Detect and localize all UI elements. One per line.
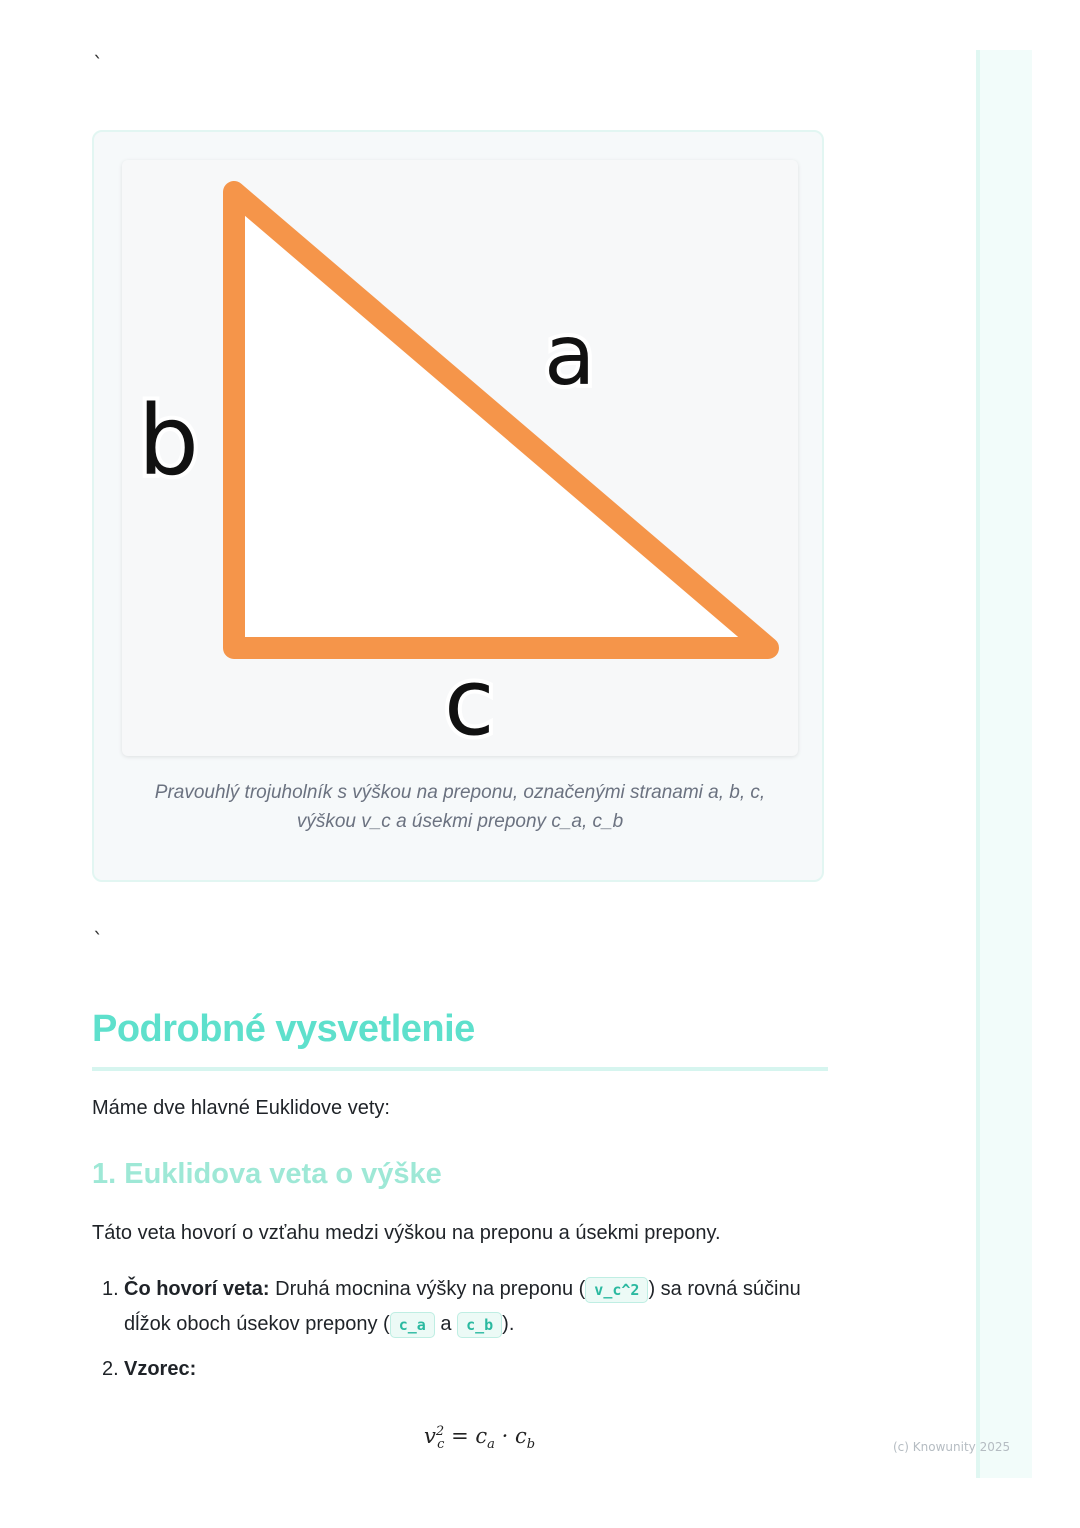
heading-underline [92,1067,828,1071]
formula-v: v [424,1424,436,1448]
page-side-strip [976,50,1032,1478]
list-text: ) sa rovná súčinu dĺžok oboch úsekov prepony ( [124,1278,801,1335]
subsection-heading: 1. Euklidova veta o výške [92,1158,442,1190]
figure-card [92,130,824,882]
copyright-footer: (c) Knowunity 2025 [893,1440,1011,1454]
formula-ca: c [475,1424,488,1448]
stray-backtick-top: ` [92,52,105,76]
figure-caption [124,778,796,836]
stray-backtick-mid: ` [92,928,105,952]
inline-code: c_b [457,1312,502,1338]
formula-eq: = [444,1424,476,1448]
caption-line-1: Pravouhlý trojuholník s výškou na preponu, označenými stranami a, b, c, [154,782,766,803]
label-c: c [444,649,495,756]
caption-line-2: výškou v_c a úsekmi prepony c_a, c_b [296,811,624,832]
subsection-paragraph: Táto veta hovorí o vzťahu medzi výškou na preponu a úsekmi prepony. [92,1222,721,1244]
list-number: 2. [102,1358,119,1380]
formula-sub: a [487,1437,495,1453]
intro-paragraph: Máme dve hlavné Euklidove vety: [92,1097,390,1119]
inline-code: v_c^2 [585,1277,648,1303]
label-b: b [138,385,199,497]
section-heading: Podrobné vysvetlenie [92,1008,475,1050]
formula-exp: 2 [435,1424,445,1439]
triangle-shape [234,192,768,648]
triangle-image [122,160,798,756]
label-a: a [544,306,596,404]
list-number: 1. [102,1278,119,1300]
formula-dot: · [494,1424,515,1448]
formula-cb: c [514,1424,527,1448]
list-text: Druhá mocnina výšky na preponu ( [269,1278,586,1300]
list-item [92,1352,812,1386]
list-text: a [434,1313,458,1335]
list-item-bold: Vzorec: [124,1358,197,1380]
list-item-bold: Čo hovorí veta: [124,1278,270,1300]
inline-code: c_a [390,1312,435,1338]
formula-sub: b [526,1437,536,1453]
right-triangle-diagram [122,160,798,756]
list-item [92,1272,812,1342]
list-text: ). [502,1313,515,1335]
euclid-height-formula [424,1424,535,1452]
formula-sub: c [437,1437,445,1453]
ordered-list [92,1272,812,1396]
